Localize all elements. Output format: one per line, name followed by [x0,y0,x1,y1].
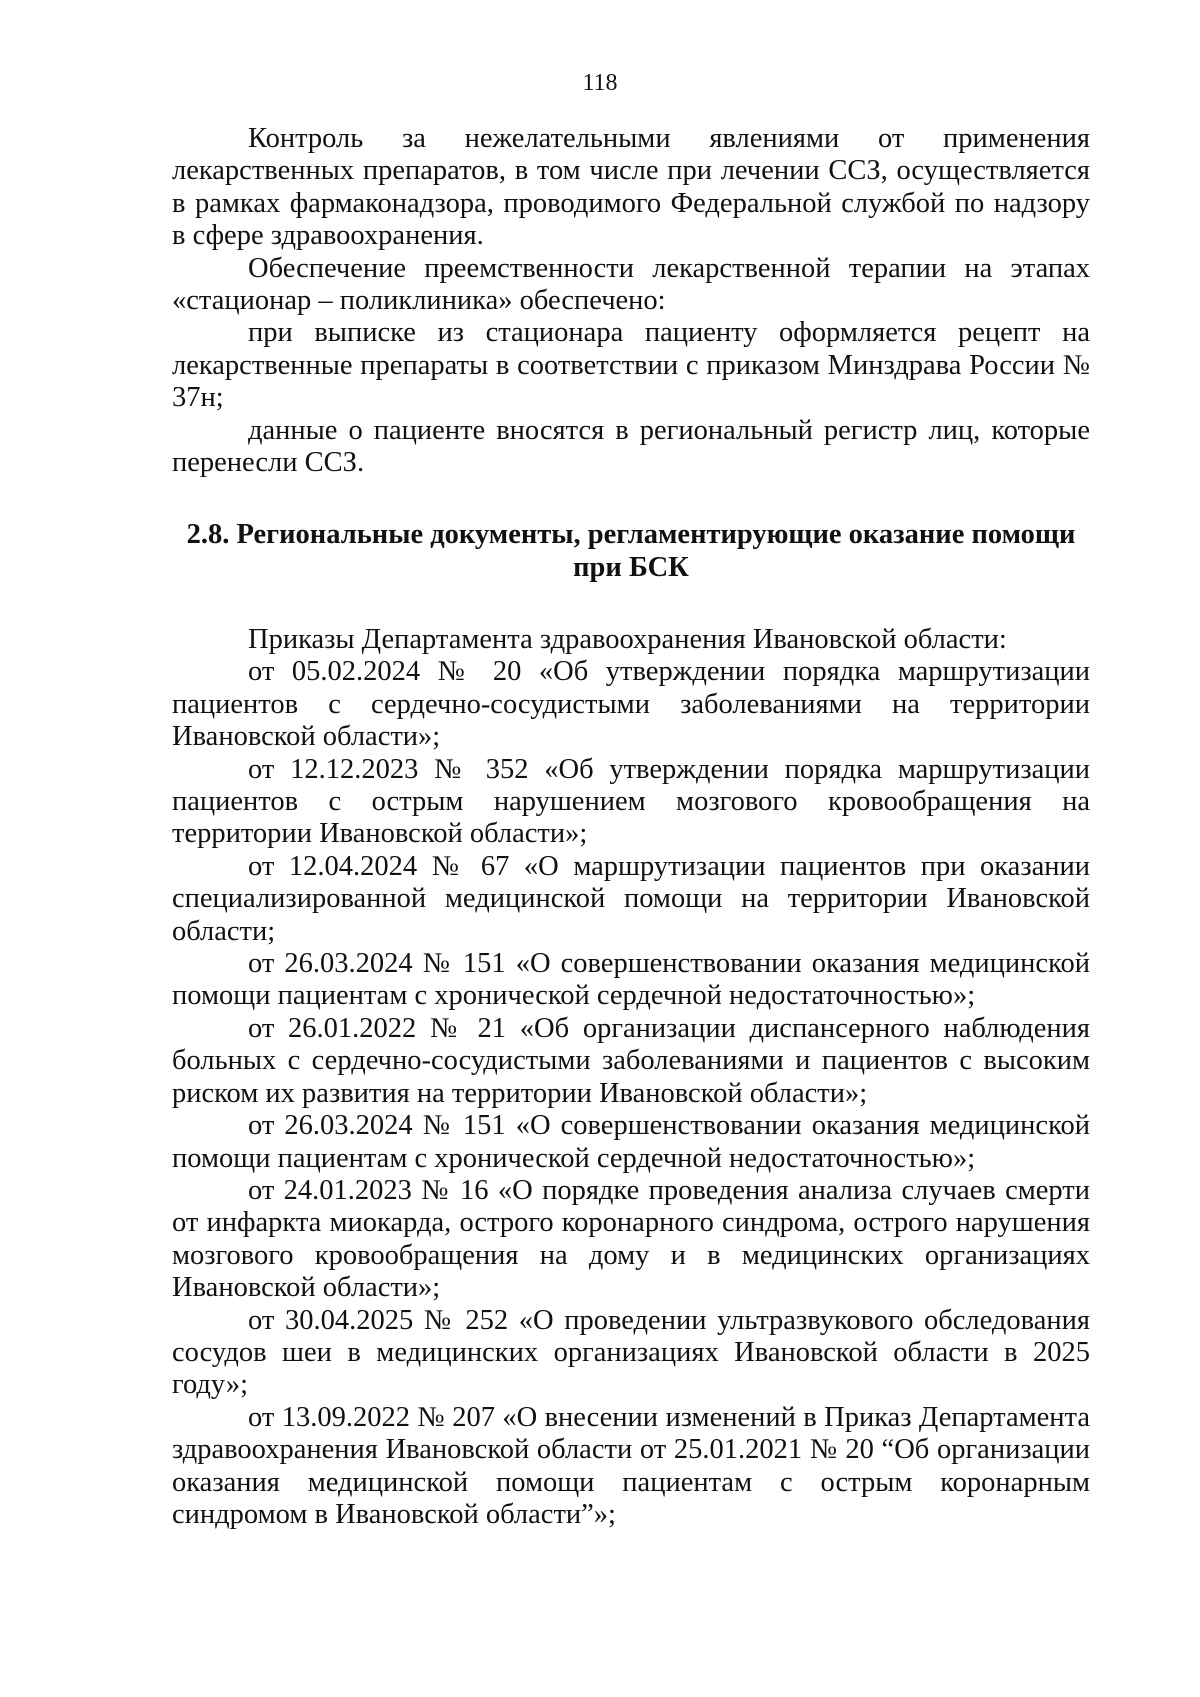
page-number: 118 [582,70,618,96]
list-item: от 26.03.2024 № 151 «О совершенствовании оказания медицинской помощи пациентам с хронической сердечной недостаточностью»; [172,1110,1090,1174]
list-item: от 24.01.2023 № 16 «О порядке проведения анализа случаев смерти от инфаркта миокарда, острого коронарного синдрома, острого нарушения мозгового кровообращения на дому и в медицинских организациях Ивановской области»; [172,1174,1090,1304]
paragraph-continuity: Обеспечение преемственности лекарственной терапии на этапах «стационар – поликлиника» обеспечено: [172,252,1090,317]
list-item: от 13.09.2022 № 207 «О внесении изменений в Приказ Департамента здравоохранения Ивановской области от 25.01.2021 № 20 “Об организации оказания медицинской помощи пациентам с острым коронарным синдромом в Ивановской области”»; [172,1401,1090,1530]
list-item: от 05.02.2024 № 20 «Об утверждении порядка маршрутизации пациентов с сердечно-сосудистыми заболеваниями на территории Ивановской области»; [172,656,1090,753]
list-item: от 26.01.2022 № 21 «Об организации диспансерного наблюдения больных с сердечно-сосудистыми заболеваниями и пациентов с высоким риском их развития на территории Ивановской области»; [172,1012,1090,1109]
list-item: от 30.04.2025 № 252 «О проведении ультразвукового обследования сосудов шеи в медицинских организациях Ивановской области в 2025 году»; [172,1304,1090,1401]
paragraph-prescription: при выписке из стационара пациенту оформляется рецепт на лекарственные препараты в соответствии с приказом Минздрава России № 37н; [172,317,1090,414]
orders-intro: Приказы Департамента здравоохранения Ивановской области: [248,624,1007,655]
list-item: от 12.04.2024 № 67 «О маршрутизации пациентов при оказании специализированной медицинской помощи на территории Ивановской области; [172,850,1090,947]
body-text-top [172,123,1090,479]
paragraph-registry: данные о пациенте вносятся в региональный регистр лиц, которые перенесли ССЗ. [172,414,1090,479]
orders-list [172,624,1090,1531]
section-heading: 2.8. Региональные документы, регламентирующие оказание помощи при БСК [186,519,1076,583]
paragraph-pharmacovigilance: Контроль за нежелательными явлениями от применения лекарственных препаратов, в том числе при лечении ССЗ, осуществляется в рамках фармаконадзора, проводимого Федеральной службой по надзору в сфере здравоохранения. [172,123,1090,252]
list-item: от 12.12.2023 № 352 «Об утверждении порядка маршрутизации пациентов с острым нарушением мозгового кровообращения на территории Ивановской области»; [172,753,1090,850]
list-item: от 26.03.2024 № 151 «О совершенствовании оказания медицинской помощи пациентам с хронической сердечной недостаточностью»; [172,948,1090,1012]
